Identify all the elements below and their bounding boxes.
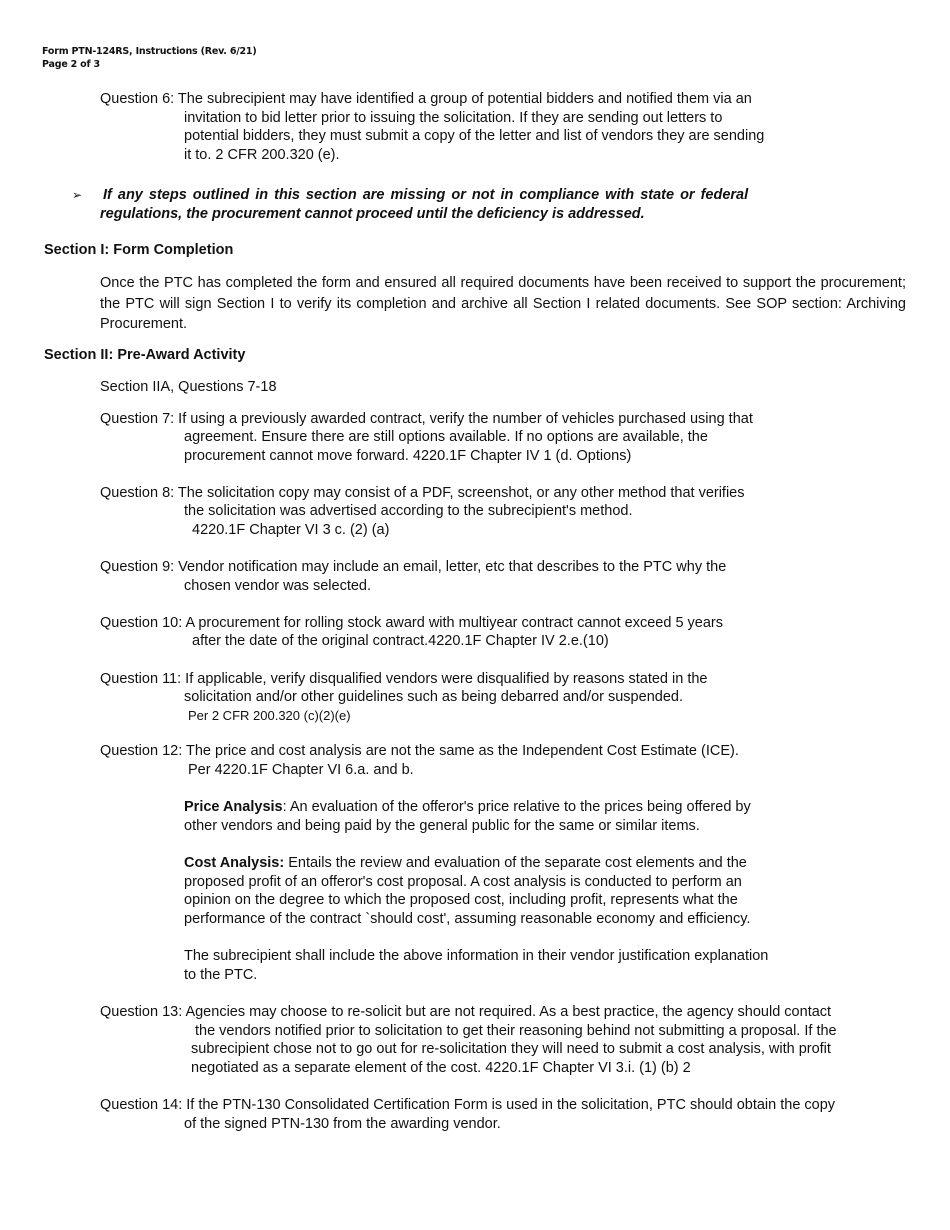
page-number: Page 2 of 3 [42, 59, 100, 70]
cost-analysis-line-4: performance of the contract `should cost', assuming reasonable economy and efficiency. [184, 911, 751, 927]
q12-line-2: Per 4220.1F Chapter VI 6.a. and b. [188, 762, 414, 778]
q12-line-1: Question 12: The price and cost analysis are not the same as the Independent Cost Estimate (ICE). [100, 743, 739, 759]
section-1-body: Once the PTC has completed the form and ensured all required documents have been received to support the procurement; the PTC will sign Section I to verify its completion and archive all Section I related documents. See SOP section: Archiving Procurement. [100, 275, 906, 332]
q7-line-1: Question 7: If using a previously awarded contract, verify the number of vehicles purchased using that [100, 411, 753, 427]
price-analysis-line-1 [184, 799, 751, 815]
q8-line-1: Question 8: The solicitation copy may consist of a PDF, screenshot, or any other method that verifies [100, 485, 745, 501]
q6-line-2: invitation to bid letter prior to issuing the solicitation. If they are sending out letters to [184, 110, 723, 126]
warning-line-2: regulations, the procurement cannot proceed until the deficiency is addressed. [100, 206, 645, 222]
cost-analysis-line-1 [184, 855, 747, 871]
price-analysis-line-2: other vendors and being paid by the general public for the same or similar items. [184, 818, 700, 834]
cost-analysis-line-3: opinion on the degree to which the proposed cost, including profit, represents what the [184, 892, 738, 908]
q6-line-3: potential bidders, they must submit a copy of the letter and list of vendors they are sending [184, 128, 765, 144]
cost-analysis-line-2: proposed profit of an offeror's cost proposal. A cost analysis is conducted to perform an [184, 874, 742, 890]
q7-line-2: agreement. Ensure there are still options available. If no options are available, the [184, 429, 708, 445]
q11-line-1: Question 11: If applicable, verify disqualified vendors were disqualified by reasons stated in the [100, 671, 708, 687]
q7-line-3: procurement cannot move forward. 4220.1F Chapter IV 1 (d. Options) [184, 448, 632, 464]
q13-line-1: Question 13: Agencies may choose to re-solicit but are not required. As a best practice, the agency should contact [100, 1004, 832, 1020]
section-1-title: Section I: Form Completion [44, 242, 234, 258]
q13-line-2: the vendors notified prior to solicitation to get their reasoning behind not submitting a proposal. If the [195, 1023, 837, 1039]
q13-line-4: negotiated as a separate element of the cost. 4220.1F Chapter VI 3.i. (1) (b) 2 [191, 1060, 691, 1076]
price-analysis-label: Price Analysis [184, 799, 283, 815]
section-2-title: Section II: Pre-Award Activity [44, 347, 246, 363]
q9-line-1: Question 9: Vendor notification may include an email, letter, etc that describes to the PTC why the [100, 559, 727, 575]
q12-note-line-2: to the PTC. [184, 967, 258, 983]
q10-line-2: after the date of the original contract.4220.1F Chapter IV 2.e.(10) [192, 633, 609, 649]
q9-line-2: chosen vendor was selected. [184, 578, 371, 594]
q6-line-1: Question 6: The subrecipient may have identified a group of potential bidders and notified them via an [100, 91, 752, 107]
q14-line-1: Question 14: If the PTN-130 Consolidated Certification Form is used in the solicitation, PTC should obtain the copy [100, 1097, 836, 1113]
q8-line-3: 4220.1F Chapter VI 3 c. (2) (a) [192, 522, 390, 538]
q11-line-3: Per 2 CFR 200.320 (c)(2)(e) [188, 708, 351, 723]
cost-analysis-label: Cost Analysis: [184, 855, 285, 871]
q14-line-2: of the signed PTN-130 from the awarding vendor. [184, 1116, 501, 1132]
form-id: Form PTN-124RS, Instructions (Rev. 6/21) [42, 46, 257, 57]
cost-analysis-text: Entails the review and evaluation of the separate cost elements and the [284, 855, 747, 871]
q11-line-2: solicitation and/or other guidelines such as being debarred and/or suspended. [184, 689, 683, 705]
warning-line-1: If any steps outlined in this section are missing or not in compliance with state or federal [103, 187, 749, 203]
q8-line-2: the solicitation was advertised according to the subrecipient's method. [184, 503, 633, 519]
form-header [42, 45, 256, 71]
arrow-bullet-icon: ➢ [72, 188, 83, 202]
q10-line-1: Question 10: A procurement for rolling stock award with multiyear contract cannot exceed 5 years [100, 615, 724, 631]
price-analysis-text: : An evaluation of the offeror's price relative to the prices being offered by [282, 799, 751, 815]
q13-line-3: subrecipient chose not to go out for re-solicitation they will need to submit a cost analysis, with profit [191, 1041, 831, 1057]
q6-line-4: it to. 2 CFR 200.320 (e). [184, 147, 340, 163]
section-2a-subtitle: Section IIA, Questions 7-18 [100, 379, 277, 395]
q12-note-line-1: The subrecipient shall include the above information in their vendor justification explanation [184, 948, 769, 964]
